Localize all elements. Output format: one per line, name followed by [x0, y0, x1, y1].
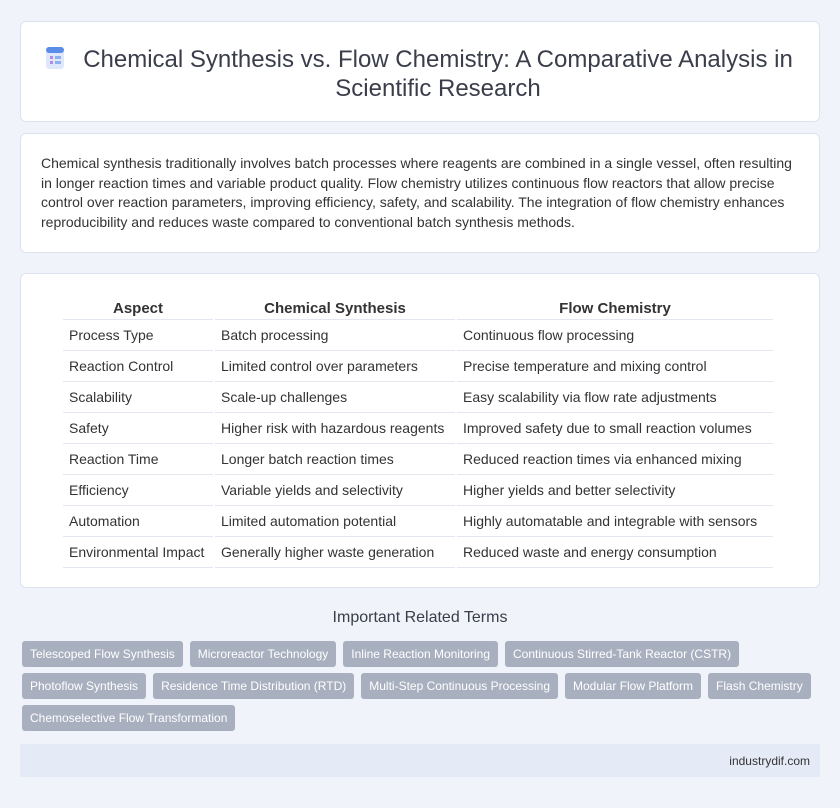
term-tag[interactable]: Microreactor Technology — [190, 641, 337, 667]
cell-chemical-synthesis: Higher risk with hazardous reagents — [215, 413, 455, 444]
cell-flow-chemistry: Improved safety due to small reaction volumes — [457, 413, 773, 444]
footer-site-link[interactable]: industrydif.com — [729, 753, 810, 768]
cell-chemical-synthesis: Variable yields and selectivity — [215, 475, 455, 506]
cell-chemical-synthesis: Scale-up challenges — [215, 382, 455, 413]
document-list-icon — [42, 45, 68, 71]
page-title: Chemical Synthesis vs. Flow Chemistry: A Comparative Analysis in Scientific Research — [83, 45, 793, 102]
cell-aspect: Scalability — [63, 382, 213, 413]
term-tag[interactable]: Flash Chemistry — [708, 673, 811, 699]
cell-chemical-synthesis: Batch processing — [215, 320, 455, 351]
cell-flow-chemistry: Higher yields and better selectivity — [457, 475, 773, 506]
table-row — [63, 444, 773, 475]
cell-flow-chemistry: Reduced waste and energy consumption — [457, 537, 773, 568]
term-tag[interactable]: Multi-Step Continuous Processing — [361, 673, 558, 699]
comparison-table — [61, 294, 775, 568]
term-tag[interactable]: Chemoselective Flow Transformation — [22, 705, 235, 731]
related-terms-list — [22, 641, 822, 737]
term-tag[interactable]: Modular Flow Platform — [565, 673, 701, 699]
title-card — [20, 21, 820, 122]
term-tag[interactable]: Telescoped Flow Synthesis — [22, 641, 183, 667]
related-terms-title: Important Related Terms — [332, 609, 508, 626]
term-tag[interactable]: Residence Time Distribution (RTD) — [153, 673, 354, 699]
table-row — [63, 320, 773, 351]
cell-aspect: Efficiency — [63, 475, 213, 506]
cell-aspect: Process Type — [63, 320, 213, 351]
comparison-card — [20, 273, 820, 588]
cell-aspect: Automation — [63, 506, 213, 537]
title-wrap — [22, 21, 818, 123]
cell-flow-chemistry: Highly automatable and integrable with sensors — [457, 506, 773, 537]
cell-chemical-synthesis: Longer batch reaction times — [215, 444, 455, 475]
table-row — [63, 413, 773, 444]
table-row — [63, 475, 773, 506]
intro-paragraph: Chemical synthesis traditionally involves batch processes where reagents are combined in a single vessel, often resulting in longer reaction times and variable product quality. Flow chemistry utilizes continuous flow reactors that allow precise control over reaction parameters, improving efficiency, safety, and scalability. The integration of flow chemistry enhances reproducibility and reduces waste compared to conventional batch synthesis methods. — [41, 155, 792, 230]
table-row — [63, 382, 773, 413]
footer-bar — [20, 744, 820, 777]
cell-chemical-synthesis: Limited control over parameters — [215, 351, 455, 382]
cell-flow-chemistry: Continuous flow processing — [457, 320, 773, 351]
table-row — [63, 351, 773, 382]
cell-flow-chemistry: Easy scalability via flow rate adjustments — [457, 382, 773, 413]
cell-aspect: Environmental Impact — [63, 537, 213, 568]
header-aspect: Aspect — [63, 294, 213, 320]
cell-aspect: Safety — [63, 413, 213, 444]
header-flow-chemistry: Flow Chemistry — [457, 294, 773, 320]
cell-chemical-synthesis: Generally higher waste generation — [215, 537, 455, 568]
cell-chemical-synthesis: Limited automation potential — [215, 506, 455, 537]
term-tag[interactable]: Inline Reaction Monitoring — [343, 641, 498, 667]
header-chemical-synthesis: Chemical Synthesis — [215, 294, 455, 320]
term-tag[interactable]: Continuous Stirred-Tank Reactor (CSTR) — [505, 641, 739, 667]
cell-aspect: Reaction Control — [63, 351, 213, 382]
cell-aspect: Reaction Time — [63, 444, 213, 475]
table-header-row — [63, 294, 773, 320]
cell-flow-chemistry: Reduced reaction times via enhanced mixing — [457, 444, 773, 475]
table-row — [63, 537, 773, 568]
cell-flow-chemistry: Precise temperature and mixing control — [457, 351, 773, 382]
table-row — [63, 506, 773, 537]
term-tag[interactable]: Photoflow Synthesis — [22, 673, 146, 699]
intro-card — [20, 133, 820, 253]
